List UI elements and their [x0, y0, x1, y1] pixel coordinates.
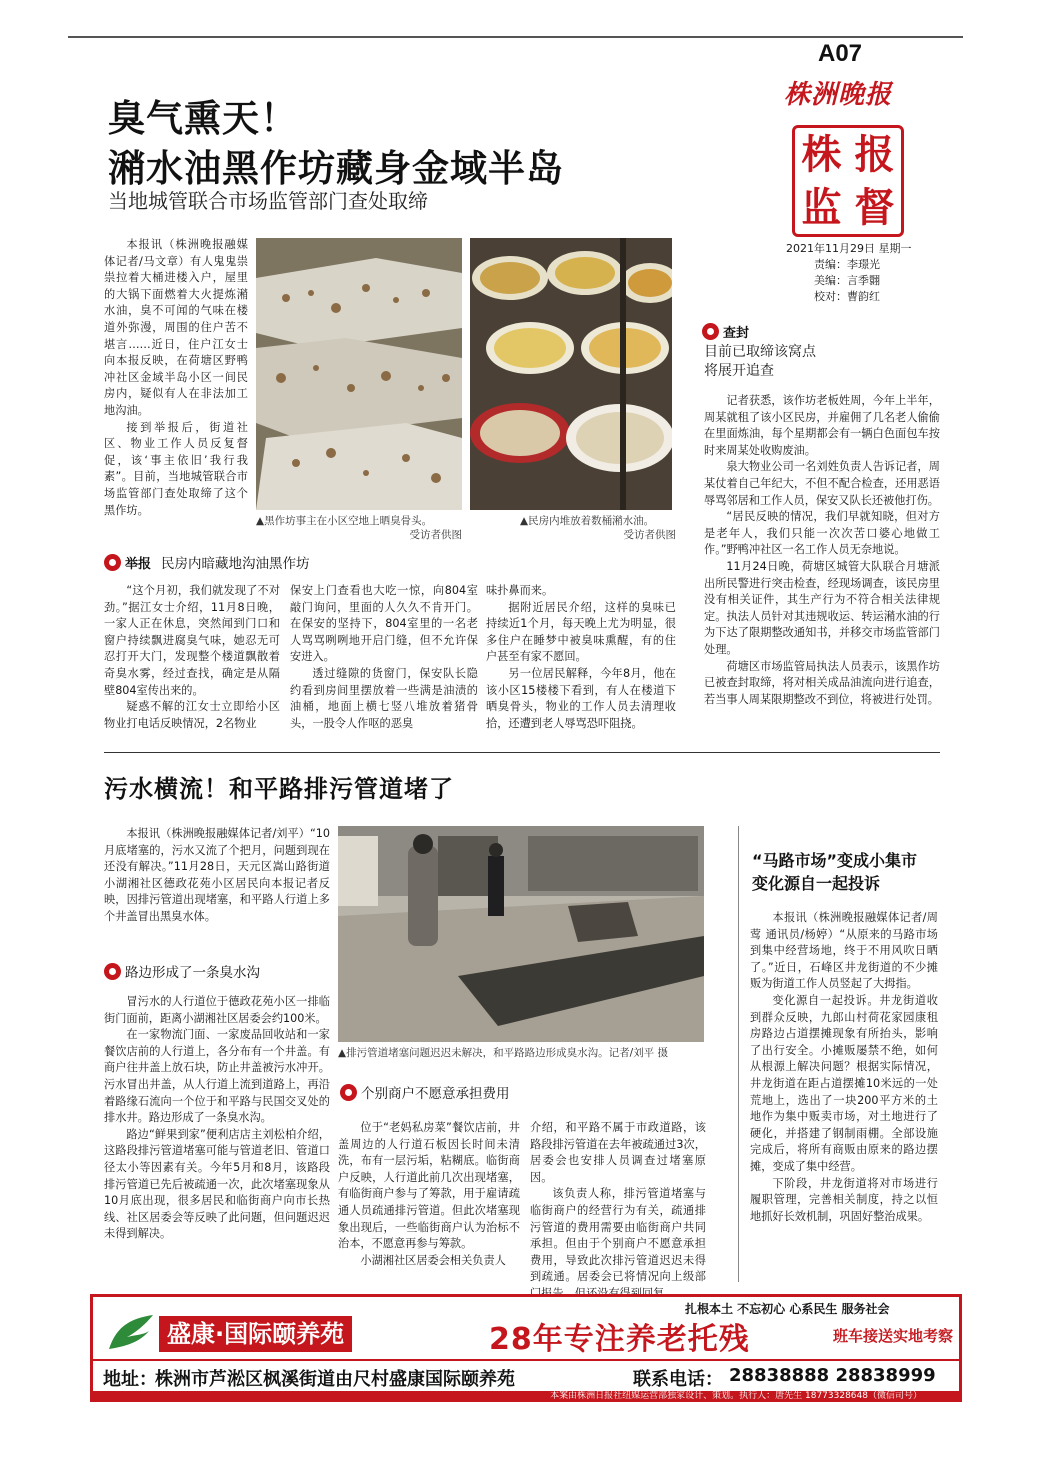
section-bullet-icon — [340, 1084, 357, 1101]
paragraph: 保安上门查看也大吃一惊，向804室敲门询问，里面的人久久不肯开门。在保安的坚持下，804室里的一名老人骂骂咧咧地开启门缝，但不允许保安进入。 — [290, 584, 478, 664]
section-tag: 举报 — [125, 556, 152, 572]
paragraph: 接到举报后，街道社区、物业工作人员反复督促，该‘事主依旧’我行我素”。目前，当地城管联合市场监管部门查处取缔了这个黑作坊。 — [104, 420, 248, 517]
issue-date: 2021年11月29日 星期一 — [786, 242, 912, 255]
section-fee-header — [340, 1082, 510, 1102]
story2-section2-col1 — [338, 1120, 520, 1269]
section-bullet-icon — [702, 323, 719, 340]
top-rule — [68, 36, 963, 38]
story1-photo1-caption — [256, 514, 462, 542]
ad-phone-label: 联系电话： — [633, 1369, 723, 1390]
section-bullet-icon — [104, 554, 121, 571]
photo-bones-drying — [256, 238, 462, 510]
paragraph: 本报讯（株洲晚报融媒体记者/马文章）有人鬼鬼祟祟拉着大桶进楼入户，屋里的大锅下面燃着大火提炼潲水油，臭不可闻的气味在楼道外弥漫，周围的住户苦不堪言……近日，住户江女士向本报反映，在荷塘区野鸭冲社区金域半岛小区一间民房内，疑似有人在非法加工地沟油。 — [104, 238, 248, 417]
ad-brand-name: 盛康·国际颐养苑 — [159, 1316, 352, 1352]
story1-report-col1 — [104, 583, 280, 732]
paragraph: 透过缝隙的货窗门，保安队长隐约看到房间里摆放着一些满是油渍的油桶，地面上横七竖八堆放着猪骨头，一股令人作呕的恶臭 — [290, 666, 478, 730]
seal-char: 督 — [854, 184, 895, 231]
caption-text: ▲黑作坊事主在小区空地上晒臭骨头。 — [256, 515, 433, 527]
story1-report-col2 — [290, 583, 478, 732]
story2-section2-col2 — [530, 1120, 706, 1303]
story1-intro — [104, 237, 248, 519]
paragraph: 另一位居民解释，今年8月，他在该小区15楼楼下看到，有人在楼道下晒臭骨头，物业的工作人员去清理收拾，还遭到老人辱骂恐吓阻挠。 — [486, 666, 676, 730]
story1-photo-bones — [256, 238, 462, 510]
paragraph: 介绍，和平路不属于市政道路，该路段排污管道在去年被疏通过3次，居委会也安排人员调查过堵塞原因。 — [530, 1121, 706, 1184]
story1-check-text — [704, 393, 940, 708]
page-number: A07 — [818, 40, 863, 67]
section-title-line: 目前已取缔该窝点 — [704, 344, 816, 360]
story3-text — [750, 910, 938, 1225]
story2-section1-text — [104, 994, 330, 1243]
paragraph: 记者获悉，该作坊老板姓周，今年上半年，周某就租了该小区民房，并雇佣了几名老人偷偷在里面炼油，每个星期都会有一辆白色面包车按时来周某处收购废油。 — [704, 394, 940, 457]
paragraph: 泉大物业公司一名刘姓负责人告诉记者，周某仗着自己年纪大，不但不配合检查，还用恶语辱骂邻居和工作人员，保安又队长还被他打伤。 — [704, 460, 940, 507]
section-check-title — [704, 343, 816, 381]
hand-leaf-logo-icon — [105, 1311, 157, 1351]
headline-line: 变化源自一起投诉 — [752, 874, 881, 893]
photo-credit: 受访者供图 — [409, 529, 462, 541]
ad-address-label: 地址： — [103, 1369, 157, 1390]
story2-photo-caption: ▲排污管道堵塞问题迟迟未解决，和平路路边形成臭水沟。记者/刘平 摄 — [338, 1047, 668, 1059]
newspaper-brand-logo: 株洲晚报 — [784, 80, 893, 110]
column-divider — [738, 826, 739, 1282]
section-title-line: 将展开追查 — [704, 363, 774, 379]
designer-credit: 美编：言季翾 — [814, 274, 880, 287]
paragraph: 据附近居民介绍，这样的臭味已持续近1个月，每天晚上尤为明显，很多住户在睡梦中被臭味熏醒，有的住户甚至有家不愿回。 — [486, 600, 676, 664]
section-report-header — [104, 552, 310, 572]
photo-oil-buckets — [470, 238, 672, 510]
paragraph: “居民反映的情况，我们早就知晓，但对方是老年人，我们只能一次次苦口婆心地做工作。”野鸭冲社区一名工作人员无奈地说。 — [704, 510, 940, 557]
section-title: 个别商户不愿意承担费用 — [361, 1086, 510, 1102]
paragraph: 11月24日晚，荷塘区城管大队联合月塘派出所民警进行突击检查，经现场调查，该民房里没有相关证件，其生产行为不符合相关法律规定。执法人员针对其违规收运、转运潲水油的行为下达了限期整改通知书，并移交市场监管部门处理。 — [704, 559, 940, 656]
section-tag: 查封 — [723, 326, 750, 341]
edition-meta — [786, 241, 936, 305]
headline-line: “马路市场”变成小集市 — [752, 851, 918, 870]
section-bullet-icon — [104, 963, 121, 980]
story1-subheadline: 当地城管联合市场监管部门查处取缔 — [108, 189, 428, 213]
editor-credit: 责编：李璟光 — [814, 258, 880, 271]
section-title: 民房内暗藏地沟油黑作坊 — [161, 556, 310, 572]
paragraph: 变化源自一起投诉。井龙街道收到群众反映，九郎山村荷花家园康租房路边占道摆摊现象有所抬头，影响了出行安全。小摊贩屡禁不绝，如何从根源上解决问题？根据实际情况，井龙街道在距占道摆摊10米远的一处荒地上，选出了一块200平方米的土地作为集中贩卖市场，对土地进行了硬化，并搭建了钢制雨棚。全部设施完成后，将所有商贩由原来的路边摆摊，变成了集中经营。 — [750, 993, 938, 1173]
story1-photo-buckets — [470, 238, 672, 510]
story1-report-col3 — [486, 583, 676, 732]
story3-headline — [752, 849, 917, 895]
ad-address: 株洲市芦淞区枫溪街道由尺村盛康国际颐养苑 — [155, 1369, 515, 1390]
seal-char: 监 — [801, 184, 842, 231]
proofreader-credit: 校对：曹韵红 — [814, 290, 880, 303]
paragraph: 在一家物流门面、一家废品回收站和一家餐饮店前的人行道上，各分布有一个井盖。有商户往井盖上放石块，防止井盖被污水冲开。污水冒出井盖，从人行道上流到道路上，再沿着路缘石流向一个位于和平路与民国交叉处的排水井。路边形成了一条臭水沟。 — [104, 1028, 330, 1125]
paragraph: 冒污水的人行道位于德政花苑小区一排临街门面前，距离小湖湘社区居委会约100米。 — [104, 995, 330, 1025]
seal-char: 株 — [801, 131, 842, 178]
advertisement-banner — [90, 1294, 962, 1399]
section-title: 路边形成了一条臭水沟 — [125, 965, 260, 981]
story2-photo-street — [338, 826, 704, 1042]
section-drain-header — [104, 961, 260, 981]
caption-text: ▲民房内堆放着数桶潲水油。 — [520, 515, 655, 527]
paragraph: 小湖湘社区居委会相关负责人 — [360, 1253, 506, 1267]
ad-top-panel — [93, 1297, 959, 1359]
paragraph: 下阶段，井龙街道将对市场进行履职管理，完善相关制度，持之以恒地抓好长效机制，巩固好整治成果。 — [750, 1176, 938, 1223]
paragraph: 位于“老妈私房菜”餐饮店前，井盖周边的人行道石板因长时间未清洗，布有一层污垢，粘糊底。临街商户反映，人行道此前几次出现堵塞，有临街商户参与了筹款，用于雇请疏通人员疏通排污管道。但此次堵塞现象出现后，一些临街商户认为治标不治本，不愿意再参与筹款。 — [338, 1121, 520, 1251]
column-seal-logo — [792, 125, 904, 237]
story-divider — [104, 752, 940, 753]
ad-phone-numbers: 28838888 28838999 — [729, 1365, 936, 1386]
paragraph: 该负责人称，排污管道堵塞与临街商户的经营行为有关，疏通排污管道的费用需要由临街商户共同承担。但由于个别商户不愿意承担费用，导致此次排污管道迟迟未得到疏通。居委会已将情况向上级部 — [530, 1187, 706, 1284]
ad-slogan: 28年专注养老托残 — [489, 1322, 750, 1357]
story1-headline-line2: 潲水油黑作坊藏身金域半岛 — [108, 147, 564, 190]
paragraph: 本报讯（株洲晚报融媒体记者/周莺 通讯员/杨婷）“从原来的马路市场到集中经营场地，终于不用风吹日晒了。”近日，石峰区井龙街道的不少摊贩为街道工作人员竖起了大拇指。 — [750, 911, 938, 991]
paragraph: 疑惑不解的江女士立即给小区物业打电话反映情况，2名物业 — [104, 700, 280, 730]
story1-photo2-caption — [520, 514, 676, 542]
ad-contact-row — [93, 1359, 959, 1391]
paragraph: “这个月初，我们就发现了不对劲。”据江女士介绍，11月8日晚，一家人正在休息，突然闻到门口和窗户持续飘进腐臭气味，她忍无可忍打开大门，发现整个楼道飘散着奇臭水雾，经过查找，确定是从隔壁804室传出来的。 — [104, 584, 280, 697]
paragraph: 本报讯（株洲晚报融媒体记者/刘平）“10月底堵塞的，污水又流了个把月，问题到现在还没有解决。”11月28日，天元区嵩山路街道小湖湘社区德政花苑小区居民向本报记者反映，因排污管道出现堵塞，和平路人行道上多个井盖冒出黑臭水体。 — [104, 827, 330, 923]
story1-headline-line1: 臭气熏天！ — [108, 97, 298, 140]
story2-intro — [104, 826, 330, 926]
paragraph: 味扑鼻而来。 — [486, 584, 554, 597]
paragraph: 荷塘区市场监管局执法人员表示，该黑作坊已被查封取缔，将对相关成品油流向进行追查，若当事人周某限期整改不到位，将被进行处罚。 — [704, 659, 940, 706]
photo-credit: 受访者供图 — [623, 529, 676, 541]
ad-footer-bar: 本案由株洲日报社纽媒运营部独家设计、策划。执行人：唐先生 18773328648（微信司号） — [90, 1391, 962, 1402]
photo-blocked-drain — [338, 826, 704, 1042]
story2-headline: 污水横流！和平路排污管道堵了 — [104, 775, 454, 803]
ad-slogan-small: 班车接送实地考察 — [833, 1327, 954, 1345]
seal-char: 报 — [854, 131, 895, 178]
paragraph: 路边“鲜果到家”便利店店主刘松柏介绍，这路段排污管道堵塞可能与管道老旧、管道口径太小等因素有关。今年5月和8月，该路段排污管道已先后被疏通一次，此次堵塞现象从10月底出现，很多居民和临街商户向市长热线、社区居委会等反映了此问题，但问题迟迟未得到解决。 — [104, 1127, 330, 1241]
section-check-header — [702, 322, 759, 341]
ad-motto: 扎根本土 不忘初心 心系民生 服务社会 — [685, 1302, 890, 1316]
